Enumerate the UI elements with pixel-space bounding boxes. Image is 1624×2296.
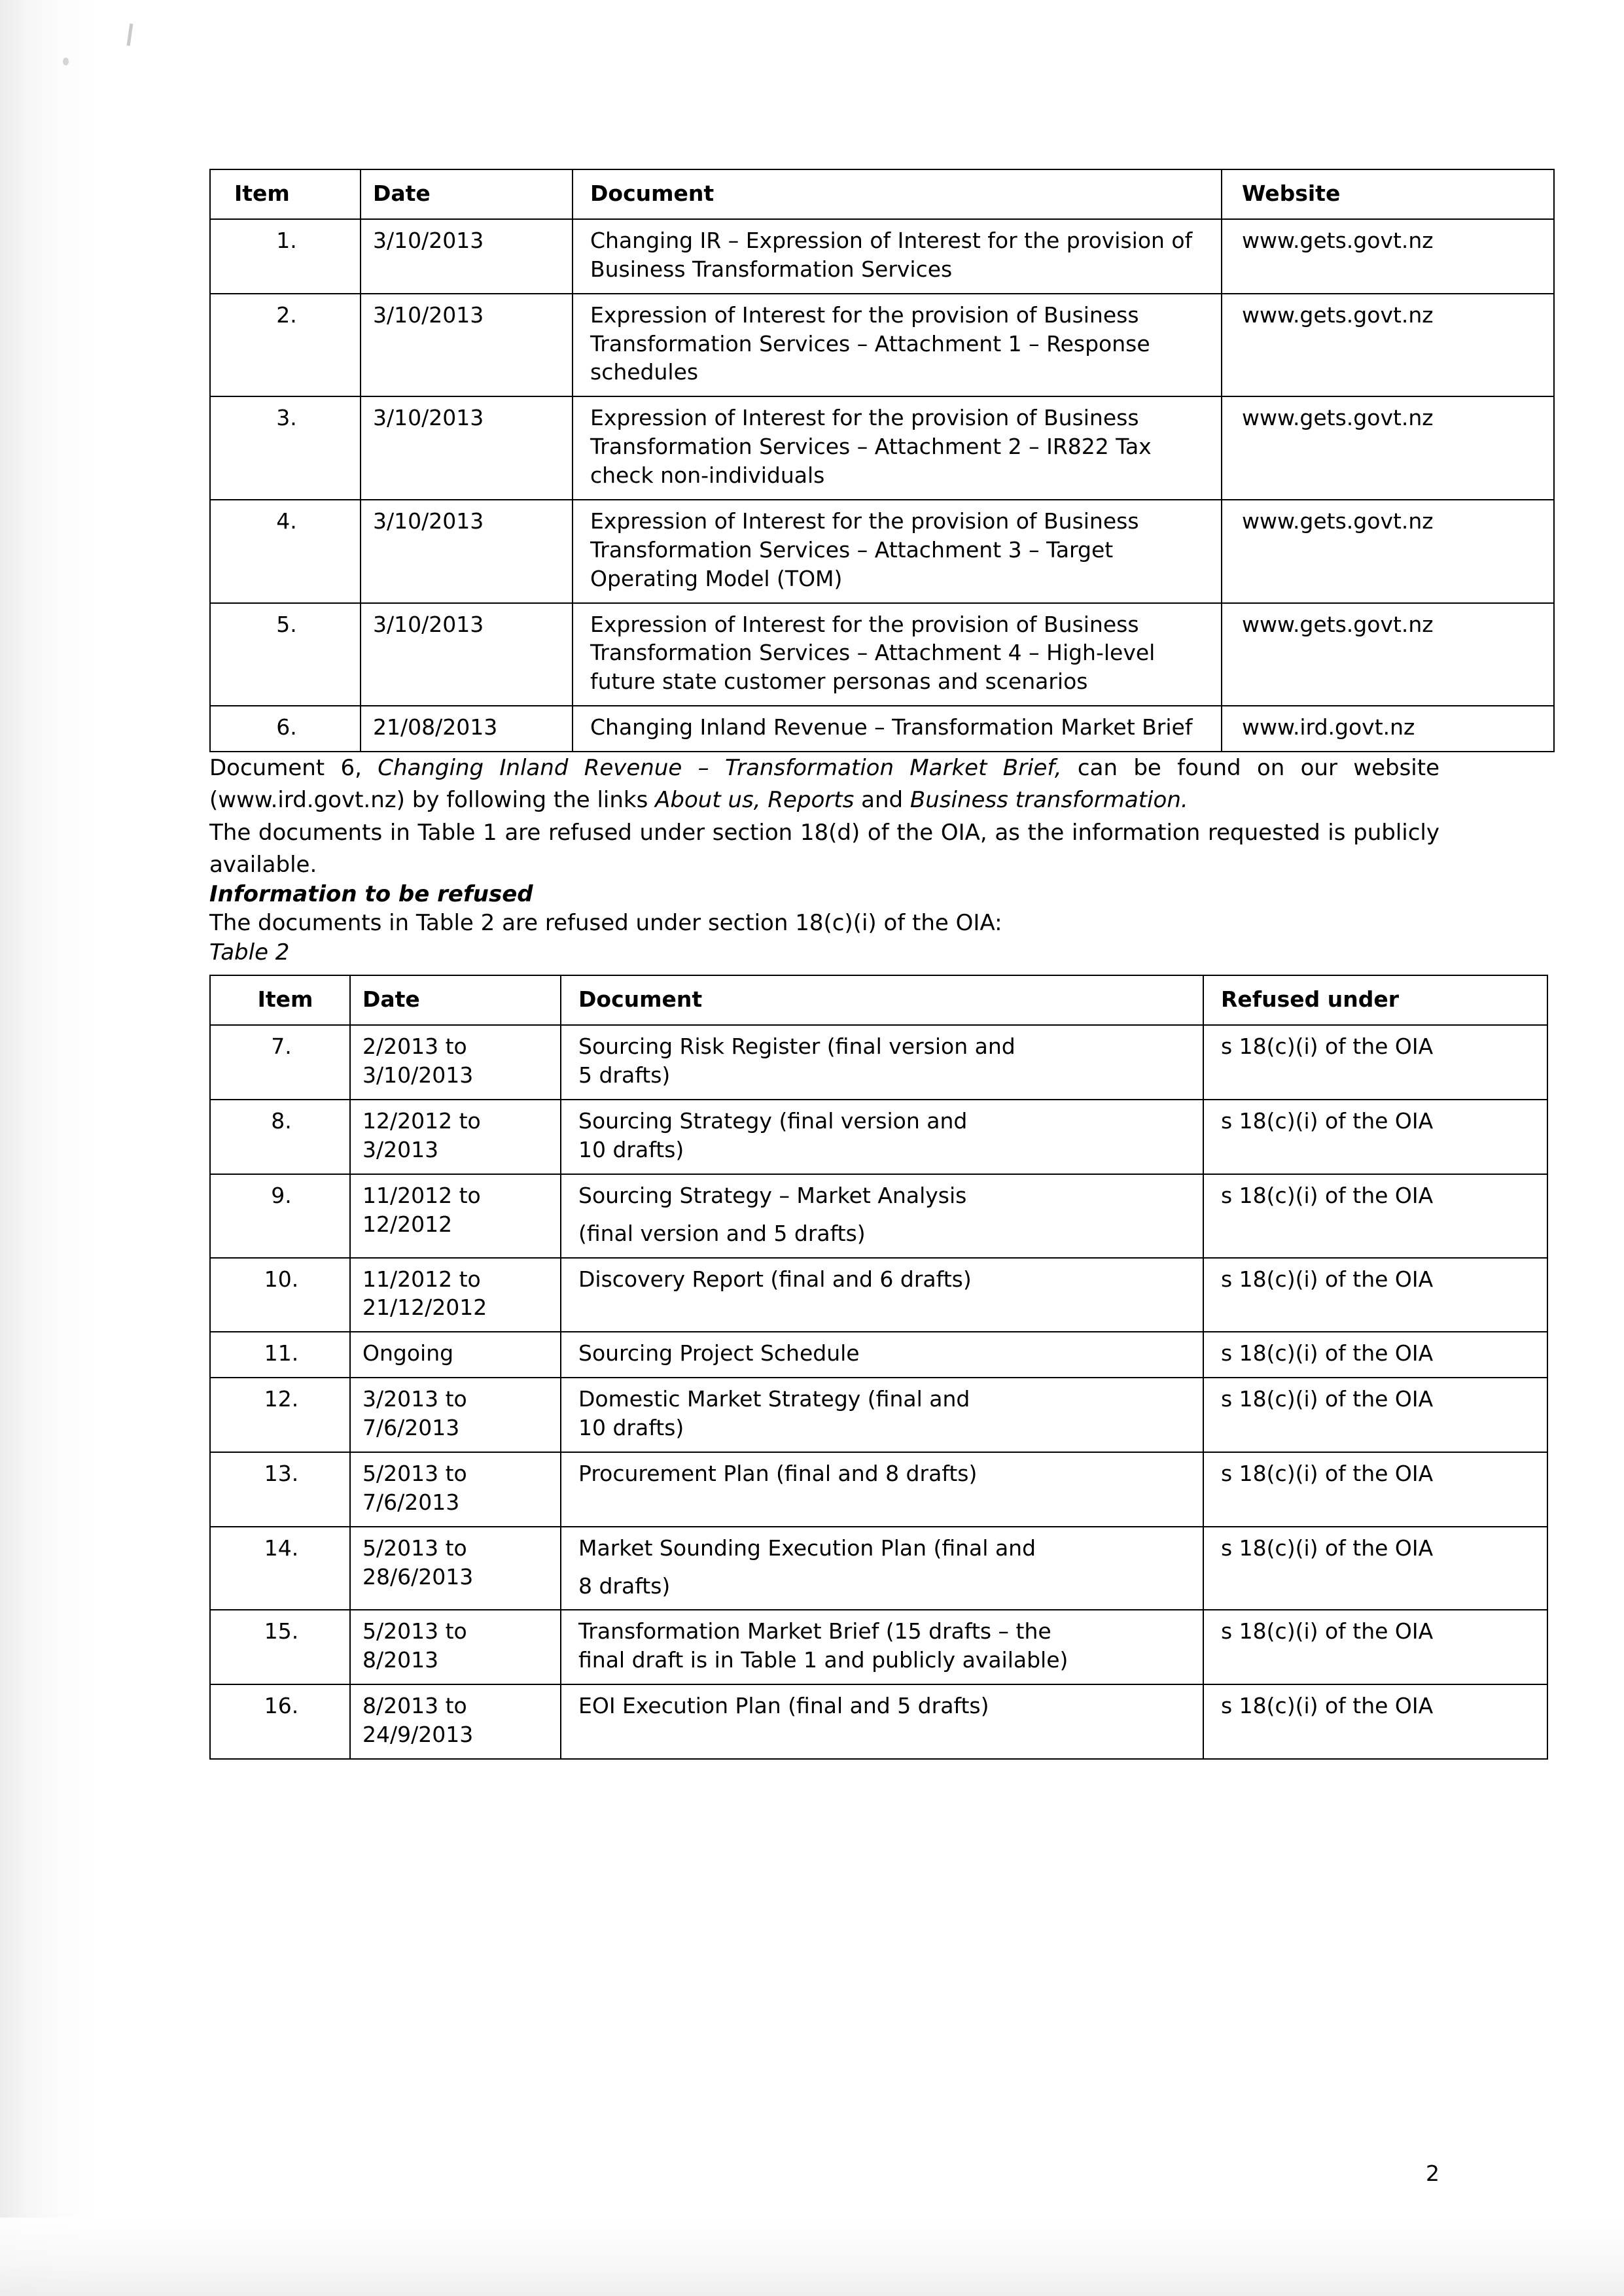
- cell-date: [350, 1378, 561, 1452]
- cell-date-line2: 24/9/2013: [362, 1722, 474, 1748]
- cell-document: Expression of Interest for the provision of Business Transformation Services – Attachment 1 – Response schedules: [573, 294, 1222, 397]
- cell-item: 9.: [210, 1174, 350, 1258]
- table-row: [210, 1332, 1547, 1378]
- para1-part2: can be found on our website (www.ird.govt.nz) by following the links: [209, 755, 1439, 814]
- cell-document: [561, 1527, 1203, 1610]
- scan-artifact-mark: [127, 24, 133, 46]
- cell-document-line1: Sourcing Project Schedule: [578, 1340, 860, 1366]
- cell-document: [561, 1258, 1203, 1332]
- table-row: [210, 1610, 1547, 1684]
- cell-document: Expression of Interest for the provision of Business Transformation Services – Attachment 2 – IR822 Tax check non-individuals: [573, 396, 1222, 500]
- cell-date-line1: 11/2012 to: [362, 1266, 481, 1292]
- cell-document: [561, 1684, 1203, 1759]
- table-2: [209, 975, 1548, 1760]
- column-header-document: Document: [561, 975, 1203, 1025]
- paragraph-table2-refusal: The documents in Table 2 are refused under section 18(c)(i) of the OIA:: [209, 910, 1002, 937]
- para1-part1: Document 6,: [209, 755, 378, 781]
- cell-date-line1: 5/2013 to: [362, 1535, 467, 1561]
- table-row: [210, 1378, 1547, 1452]
- scan-artifact-dot: [63, 58, 69, 65]
- cell-date-line2: 7/6/2013: [362, 1489, 460, 1515]
- cell-date-line2: 3/10/2013: [362, 1062, 474, 1088]
- cell-date: [350, 1100, 561, 1174]
- paragraph-table1-refusal: The documents in Table 1 are refused under section 18(d) of the OIA, as the information requested is publicly available.: [209, 819, 1439, 878]
- cell-website: www.gets.govt.nz: [1222, 396, 1554, 500]
- cell-date-line1: 8/2013 to: [362, 1693, 467, 1719]
- column-header-item: Item: [210, 169, 361, 219]
- cell-website: www.gets.govt.nz: [1222, 294, 1554, 397]
- cell-document-line2: 10 drafts): [578, 1415, 684, 1441]
- cell-document-line1: Market Sounding Execution Plan (final and: [578, 1535, 1036, 1561]
- cell-date: 3/10/2013: [361, 603, 573, 706]
- cell-website: www.gets.govt.nz: [1222, 219, 1554, 294]
- table-row: [210, 1527, 1547, 1610]
- cell-date-line1: 3/2013 to: [362, 1386, 467, 1412]
- table-row: [210, 1684, 1547, 1759]
- cell-refused-under: s 18(c)(i) of the OIA: [1203, 1258, 1547, 1332]
- cell-date-line1: 12/2012 to: [362, 1108, 481, 1134]
- cell-website: www.ird.govt.nz: [1222, 706, 1554, 752]
- table-row: [210, 294, 1554, 397]
- cell-document: [561, 1452, 1203, 1527]
- cell-refused-under: s 18(c)(i) of the OIA: [1203, 1100, 1547, 1174]
- cell-item: 10.: [210, 1258, 350, 1332]
- cell-date-line2: 28/6/2013: [362, 1563, 474, 1590]
- column-header-document: Document: [573, 169, 1222, 219]
- column-header-date: Date: [350, 975, 561, 1025]
- table-row: [210, 396, 1554, 500]
- scan-edge-shadow-bottom: [0, 2218, 1624, 2296]
- cell-item: 11.: [210, 1332, 350, 1378]
- table-1: [209, 169, 1555, 752]
- cell-document: [561, 1378, 1203, 1452]
- column-header-website: Website: [1222, 169, 1554, 219]
- cell-item: 5.: [210, 603, 361, 706]
- cell-document: Expression of Interest for the provision of Business Transformation Services – Attachment 3 – Target Operating Model (TOM): [573, 500, 1222, 603]
- cell-date-line1: 11/2012 to: [362, 1182, 481, 1208]
- column-header-refused-under: Refused under: [1203, 975, 1547, 1025]
- cell-refused-under: s 18(c)(i) of the OIA: [1203, 1527, 1547, 1610]
- cell-item: 1.: [210, 219, 361, 294]
- table-row: [210, 1174, 1547, 1258]
- cell-item: 2.: [210, 294, 361, 397]
- cell-item: 4.: [210, 500, 361, 603]
- cell-date: 3/10/2013: [361, 294, 573, 397]
- cell-refused-under: s 18(c)(i) of the OIA: [1203, 1378, 1547, 1452]
- cell-date-line1: 5/2013 to: [362, 1460, 467, 1486]
- cell-document: [561, 1100, 1203, 1174]
- table-row: [210, 1025, 1547, 1100]
- cell-website: www.gets.govt.nz: [1222, 603, 1554, 706]
- column-header-date: Date: [361, 169, 573, 219]
- cell-refused-under: s 18(c)(i) of the OIA: [1203, 1332, 1547, 1378]
- table-row: [210, 1100, 1547, 1174]
- para1-italic-links-2: Business transformation.: [909, 787, 1188, 814]
- cell-document-line1: Sourcing Risk Register (final version and: [578, 1034, 1015, 1060]
- cell-document: Expression of Interest for the provision of Business Transformation Services – Attachment 4 – High-level future state customer personas and scenarios: [573, 603, 1222, 706]
- cell-date: [350, 1527, 561, 1610]
- cell-date: [350, 1332, 561, 1378]
- cell-date: [350, 1452, 561, 1527]
- table-row: [210, 603, 1554, 706]
- cell-item: 12.: [210, 1378, 350, 1452]
- cell-date-line2: 21/12/2012: [362, 1295, 487, 1321]
- table-row: [210, 219, 1554, 294]
- page-number: 2: [1426, 2161, 1439, 2186]
- heading-information-to-be-refused: Information to be refused: [209, 881, 533, 908]
- cell-date-line2: 8/2013: [362, 1647, 439, 1673]
- cell-date: [350, 1684, 561, 1759]
- cell-document: [561, 1174, 1203, 1258]
- table-header-row: [210, 169, 1554, 219]
- cell-document: [561, 1332, 1203, 1378]
- cell-date-line2: 12/2012: [362, 1211, 453, 1237]
- cell-date: 3/10/2013: [361, 396, 573, 500]
- cell-refused-under: s 18(c)(i) of the OIA: [1203, 1684, 1547, 1759]
- page-content: [209, 169, 1439, 1760]
- cell-document: [561, 1610, 1203, 1684]
- cell-document-line2: final draft is in Table 1 and publicly available): [578, 1647, 1068, 1673]
- cell-date-line2: 3/2013: [362, 1136, 439, 1162]
- cell-refused-under: s 18(c)(i) of the OIA: [1203, 1025, 1547, 1100]
- cell-item: 15.: [210, 1610, 350, 1684]
- cell-date-line2: 7/6/2013: [362, 1415, 460, 1441]
- cell-website: www.gets.govt.nz: [1222, 500, 1554, 603]
- scan-edge-shadow: [0, 0, 98, 2296]
- cell-document: Changing IR – Expression of Interest for the provision of Business Transformation Services: [573, 219, 1222, 294]
- table-row: [210, 1258, 1547, 1332]
- cell-date: 3/10/2013: [361, 219, 573, 294]
- cell-date: [350, 1174, 561, 1258]
- cell-document-line2: 5 drafts): [578, 1062, 671, 1088]
- table-row: [210, 500, 1554, 603]
- cell-item: 16.: [210, 1684, 350, 1759]
- cell-document-line1: EOI Execution Plan (final and 5 drafts): [578, 1693, 989, 1719]
- cell-date-line1: Ongoing: [362, 1340, 454, 1366]
- table-row: [210, 706, 1554, 752]
- para1-italic-links-1: About us, Reports: [655, 787, 855, 814]
- cell-date-line1: 2/2013 to: [362, 1034, 467, 1060]
- cell-refused-under: s 18(c)(i) of the OIA: [1203, 1174, 1547, 1258]
- cell-document-line1: Procurement Plan (final and 8 drafts): [578, 1460, 978, 1486]
- cell-document-line1: Domestic Market Strategy (final and: [578, 1386, 970, 1412]
- table-2-caption: Table 2: [209, 939, 290, 966]
- cell-date: [350, 1025, 561, 1100]
- cell-item: 14.: [210, 1527, 350, 1610]
- cell-date: 21/08/2013: [361, 706, 573, 752]
- column-header-item: Item: [210, 975, 350, 1025]
- cell-item: 13.: [210, 1452, 350, 1527]
- cell-date-line1: 5/2013 to: [362, 1618, 467, 1644]
- cell-document-line1: Sourcing Strategy (final version and: [578, 1108, 968, 1134]
- para1-italic-title: Changing Inland Revenue – Transformation Market Brief,: [378, 755, 1062, 781]
- paragraph-document-6: [209, 752, 1439, 817]
- cell-document-line2: 10 drafts): [578, 1136, 684, 1162]
- cell-item: 8.: [210, 1100, 350, 1174]
- cell-document: Changing Inland Revenue – Transformation Market Brief: [573, 706, 1222, 752]
- cell-item: 7.: [210, 1025, 350, 1100]
- cell-date: [350, 1610, 561, 1684]
- cell-refused-under: s 18(c)(i) of the OIA: [1203, 1452, 1547, 1527]
- cell-document-line1: Discovery Report (final and 6 drafts): [578, 1266, 972, 1292]
- cell-document-line2: 8 drafts): [578, 1573, 671, 1599]
- cell-document-line2: (final version and 5 drafts): [578, 1220, 866, 1246]
- table-header-row: [210, 975, 1547, 1025]
- cell-item: 6.: [210, 706, 361, 752]
- cell-date: 3/10/2013: [361, 500, 573, 603]
- para1-part3: and: [854, 787, 910, 814]
- cell-date: [350, 1258, 561, 1332]
- cell-document-line1: Transformation Market Brief (15 drafts – the: [578, 1618, 1051, 1644]
- cell-item: 3.: [210, 396, 361, 500]
- cell-refused-under: s 18(c)(i) of the OIA: [1203, 1610, 1547, 1684]
- cell-document-line1: Sourcing Strategy – Market Analysis: [578, 1182, 967, 1208]
- cell-document: [561, 1025, 1203, 1100]
- table-row: [210, 1452, 1547, 1527]
